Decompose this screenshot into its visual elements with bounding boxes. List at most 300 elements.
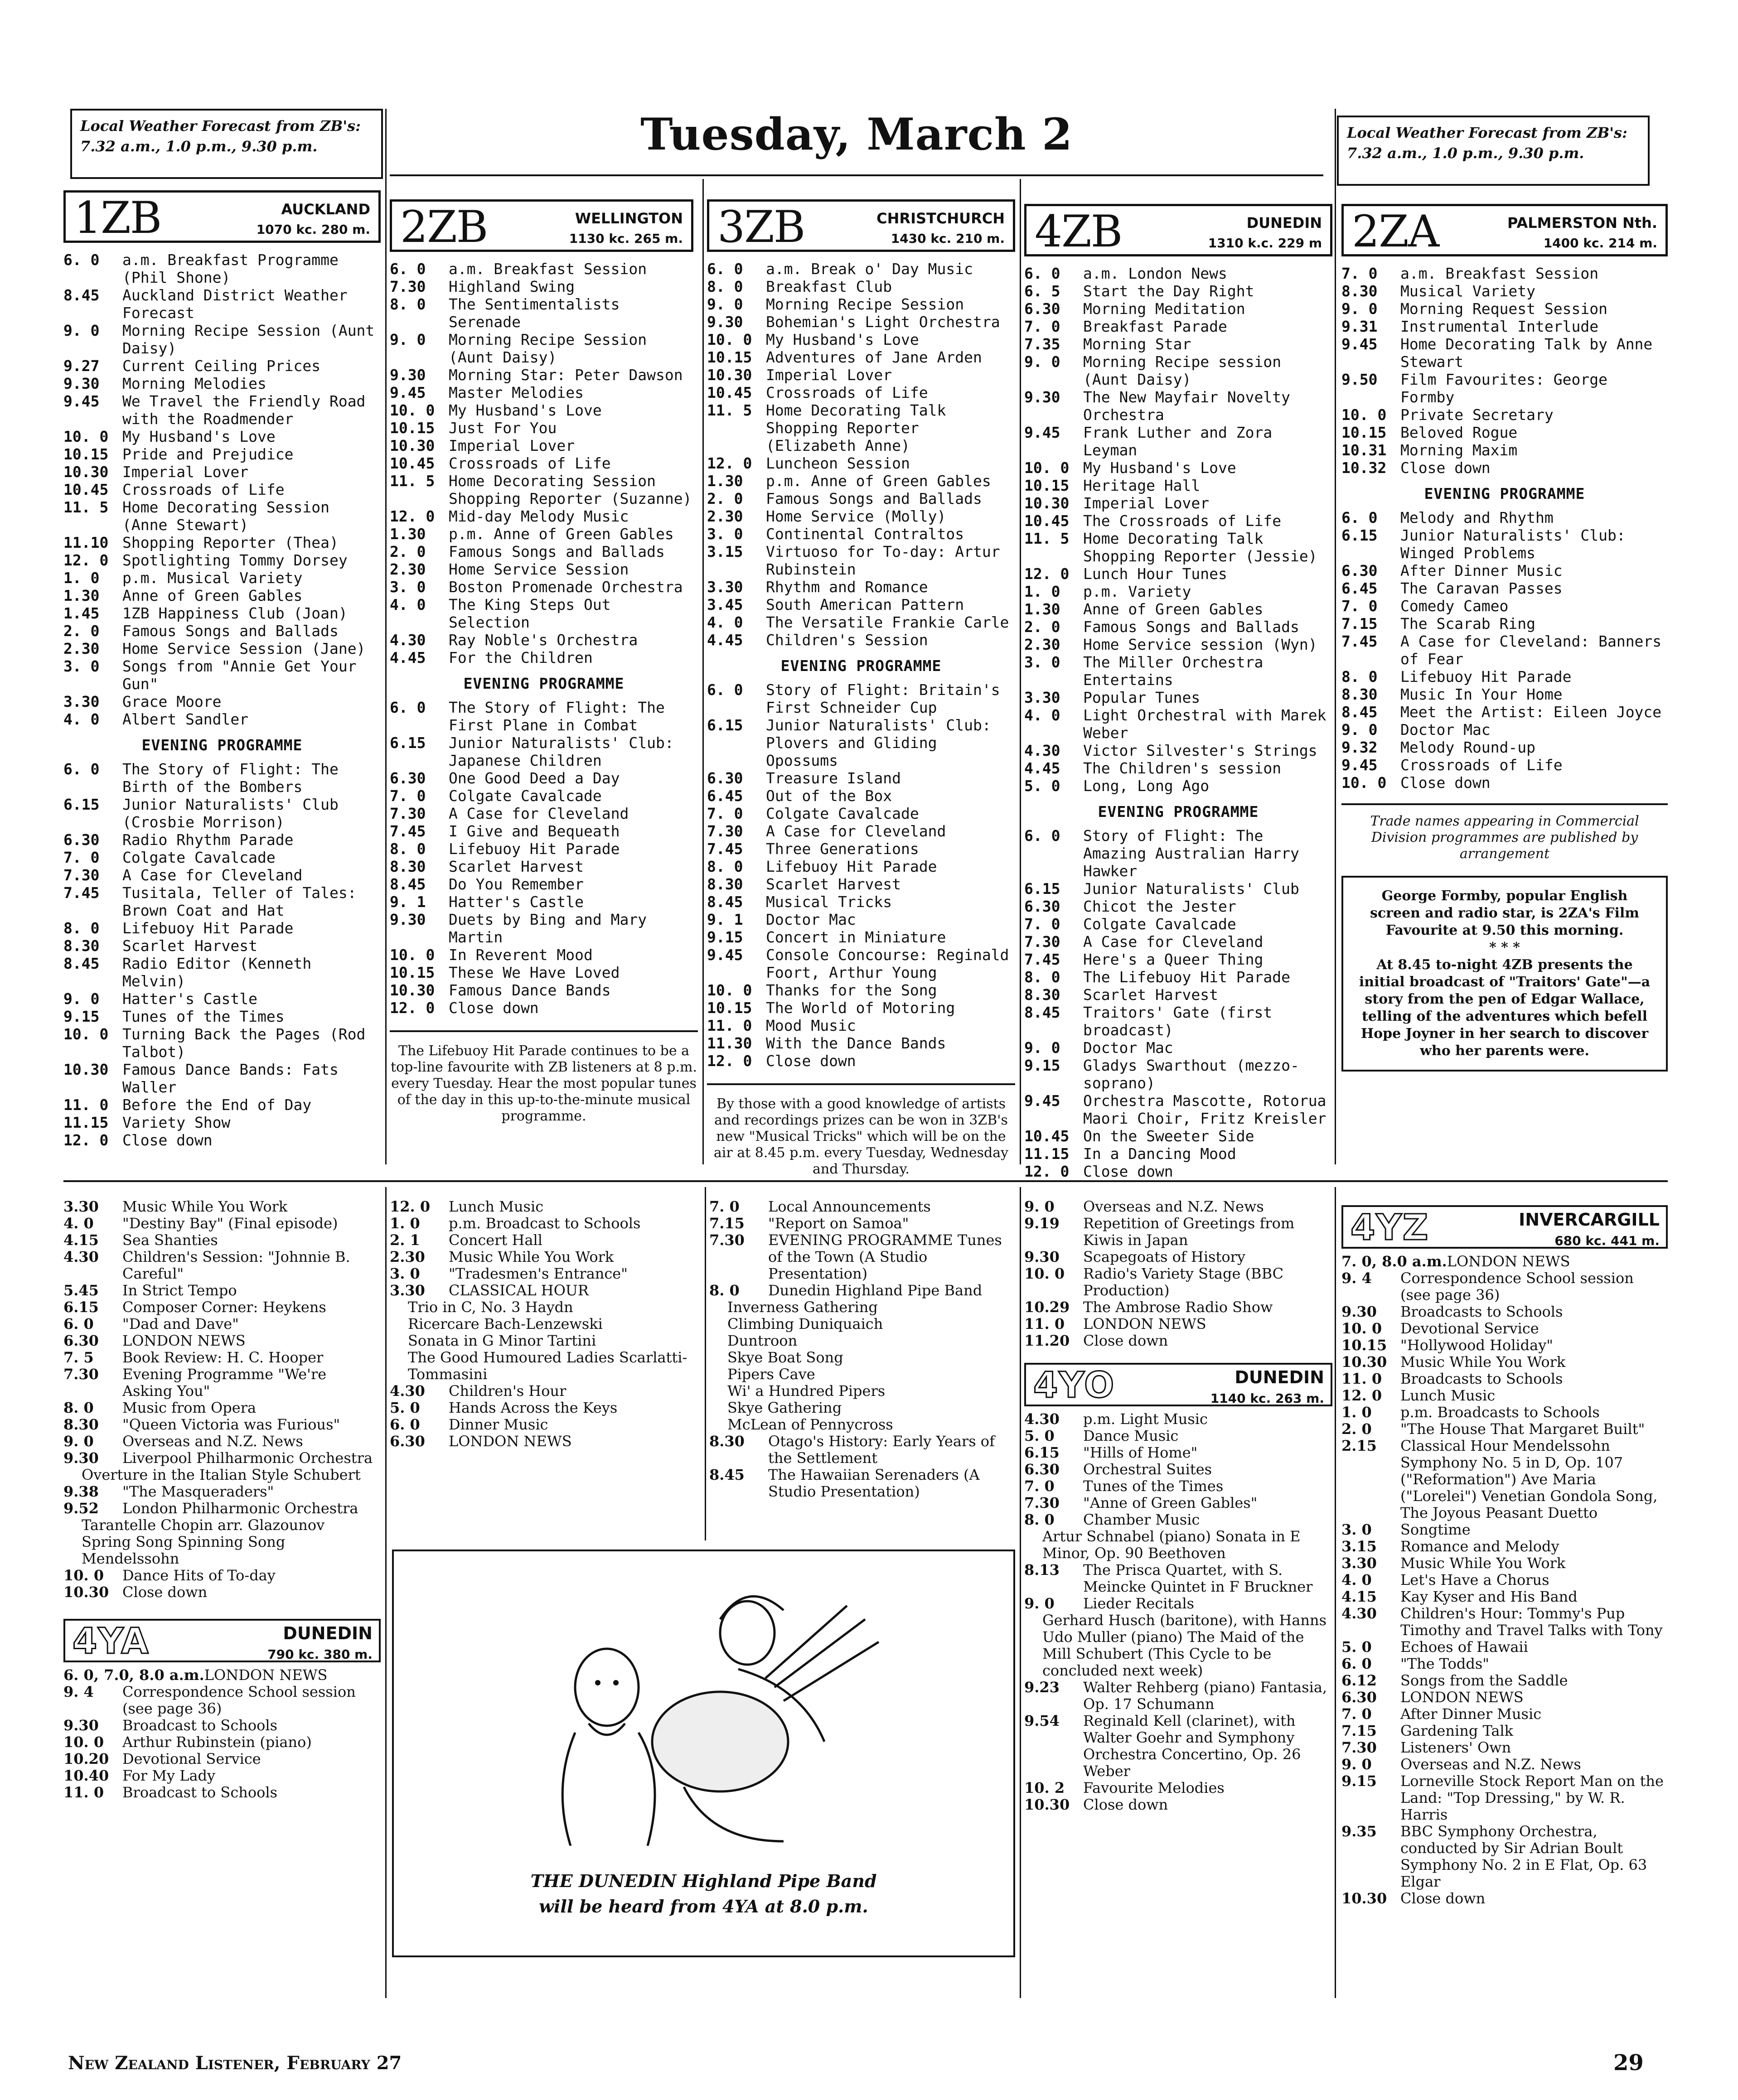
program-entry: [707, 787, 1015, 805]
program-entry: [63, 622, 381, 640]
program-time: 4.45: [1024, 759, 1060, 777]
program-title: Close down: [1083, 1796, 1168, 1813]
station-frequency: 1430 kc. 210 m.: [891, 231, 1005, 246]
program-title: Listeners' Own: [1400, 1739, 1511, 1756]
program-entry: [390, 1433, 700, 1450]
program-time: 10. 0: [63, 1025, 109, 1043]
program-entry: [707, 681, 1015, 716]
program-entry: [707, 543, 1015, 578]
evening-header: EVENING PROGRAMME: [463, 675, 625, 692]
program-entry: [63, 286, 381, 322]
program-time: 11. 5: [63, 498, 109, 516]
program-entry: [390, 734, 698, 769]
program-entry: [1024, 915, 1332, 933]
program-time: 9.27: [63, 357, 100, 375]
program-entry: [1024, 1478, 1332, 1495]
program-time: 9. 0: [1341, 1756, 1372, 1773]
program-entry: [1024, 1265, 1332, 1299]
program-time: 11.20: [1024, 1332, 1070, 1349]
program-title: Melody and Rhythm: [1400, 509, 1554, 526]
program-time: 6. 0: [63, 1315, 94, 1332]
program-list: [1024, 1198, 1332, 1349]
program-title: Kay Kyser and His Band: [1400, 1588, 1578, 1605]
program-entry: [63, 1025, 381, 1061]
program-time: 7.30: [63, 866, 100, 884]
program-time: 11. 5: [1024, 530, 1070, 547]
program-entry: [1024, 1495, 1332, 1511]
program-title: Beloved Rogue: [1400, 424, 1518, 441]
program-title: CLASSICAL HOUR: [449, 1282, 589, 1299]
station-city: WELLINGTON: [575, 210, 683, 227]
program-time: 9.30: [1024, 388, 1060, 406]
program-entry: [390, 805, 698, 822]
program-time: 6.15: [1024, 880, 1060, 898]
program-time: [709, 1349, 727, 1366]
program-title: Close down: [1400, 774, 1491, 792]
program-title: Close down: [449, 999, 539, 1017]
program-entry: [1341, 1689, 1668, 1706]
program-time: 9. 1: [390, 893, 426, 911]
evening-header: EVENING PROGRAMME: [1424, 485, 1585, 502]
program-entry: [709, 1349, 1017, 1366]
program-time: 7.30: [707, 822, 743, 840]
program-title: EVENING PROGRAMME Tunes of the Town (A Studio Presentation): [768, 1231, 1002, 1282]
station-city: DUNEDIN: [283, 1623, 373, 1643]
program-entry: [63, 1400, 381, 1416]
program-title: In Reverent Mood: [449, 946, 593, 964]
program-title: Famous Songs and Ballads: [449, 543, 665, 560]
program-title: Dance Music: [1083, 1427, 1179, 1444]
program-time: 8.45: [390, 875, 426, 893]
program-entry: [707, 331, 1015, 348]
program-entry: [707, 401, 1015, 454]
program-entry: [1024, 1004, 1332, 1039]
program-time: 6.30: [390, 769, 426, 787]
program-time: 7.45: [707, 840, 743, 858]
program-entry: [1341, 1253, 1668, 1270]
program-time: 10. 0: [390, 946, 435, 964]
program-title: A Case for Cleveland: [122, 866, 303, 884]
station-header-2za: [1341, 204, 1668, 256]
program-title: Close down: [1083, 1332, 1168, 1349]
program-time: 9. 0: [1024, 1595, 1055, 1612]
program-entry: [63, 657, 381, 693]
program-time: 7.30: [709, 1231, 745, 1249]
program-entry: [63, 587, 381, 604]
program-title: Broadcasts to Schools: [1400, 1303, 1563, 1320]
program-time: 9.45: [1341, 335, 1378, 353]
program-entry: [707, 313, 1015, 331]
program-title: Skye Boat Song: [727, 1349, 843, 1366]
program-title: p.m. Anne of Green Gables: [449, 525, 674, 543]
program-title: Close down: [1083, 1163, 1173, 1180]
program-title: Music In Your Home: [1400, 686, 1563, 703]
program-time: 6.30: [63, 831, 100, 849]
program-title: Correspondence School session (see page 36): [1400, 1270, 1634, 1303]
program-time: 6. 0: [1341, 509, 1378, 526]
program-title: Correspondence School session (see page 36): [122, 1683, 356, 1717]
program-entry: [390, 840, 698, 858]
trade-note: Trade names appearing in Commercial Division programmes are published by arrangement: [1370, 813, 1639, 862]
program-title: Light Orchestral with Marek Weber: [1083, 706, 1326, 742]
program-time: [63, 1517, 82, 1534]
program-time: 4. 0: [707, 613, 743, 631]
promo-separator: * * *: [1489, 940, 1520, 956]
program-title: McLean of Pennycross: [727, 1416, 893, 1433]
program-time: [709, 1316, 727, 1332]
program-entry: [1024, 300, 1332, 318]
program-title: Treasure Island: [766, 769, 901, 787]
program-time: 9. 0: [63, 990, 100, 1008]
program-entry: [1024, 1092, 1332, 1127]
program-entry: [1341, 1521, 1668, 1538]
lower-col3: [709, 1198, 1017, 1500]
program-title: My Husband's Love: [766, 331, 919, 348]
program-entry: [63, 1433, 381, 1450]
program-time: 1.30: [707, 472, 743, 490]
program-time: 6.30: [707, 769, 743, 787]
program-time: 12. 0: [1024, 565, 1070, 583]
program-time: 11.15: [1024, 1145, 1070, 1163]
program-time: 6. 0: [390, 1416, 420, 1433]
program-entry: [1024, 636, 1332, 653]
program-time: [390, 1316, 408, 1332]
program-entry: [1024, 968, 1332, 986]
program-title: Walter Rehberg (piano) Fantasia, Op. 17 Schumann: [1083, 1679, 1327, 1713]
program-time: 2. 0: [390, 543, 426, 560]
program-entry: [707, 525, 1015, 543]
program-entry: [63, 1282, 381, 1299]
daytime-list: [1024, 265, 1332, 795]
program-time: 1. 0: [390, 1215, 420, 1232]
program-title: Music While You Work: [1400, 1554, 1566, 1572]
station-1zb: [63, 190, 381, 1149]
program-entry: [709, 1467, 1017, 1500]
program-title: The Ambrose Radio Show: [1083, 1299, 1273, 1316]
program-time: [390, 1349, 408, 1383]
program-title: Lifebuoy Hit Parade: [766, 858, 937, 875]
program-time: 10.32: [1341, 459, 1387, 477]
divider: [705, 1187, 706, 1540]
program-time: 1.45: [63, 604, 100, 622]
program-title: The Versatile Frankie Carle: [766, 613, 1009, 631]
station-city: AUCKLAND: [281, 201, 370, 218]
program-title: Mood Music: [766, 1017, 856, 1034]
program-title: Junior Naturalists' Club: [1083, 880, 1299, 898]
program-entry: [707, 893, 1015, 911]
program-time: 6. 0: [707, 681, 743, 699]
program-title: "Tradesmen's Entrance": [449, 1265, 628, 1282]
program-time: 8. 0: [1024, 1511, 1055, 1528]
program-entry: [390, 631, 698, 649]
program-title: Sonata in G Minor Tartini: [408, 1332, 596, 1349]
program-time: 10. 0: [707, 331, 752, 348]
program-title: Breakfast Club: [766, 278, 892, 295]
program-entry: [1341, 318, 1668, 335]
program-list: [63, 1667, 381, 1801]
program-time: 8. 0: [1341, 668, 1378, 686]
program-time: 7.45: [63, 884, 100, 902]
program-time: 1. 0: [1024, 583, 1060, 600]
program-time: 4.45: [390, 649, 426, 666]
program-time: 7.30: [1024, 1494, 1060, 1511]
program-entry: [1341, 265, 1668, 282]
program-time: 11. 0: [1024, 1315, 1065, 1332]
program-entry: [390, 911, 698, 946]
program-title: Imperial Lover: [449, 437, 575, 454]
program-entry: [709, 1198, 1017, 1215]
program-title: Concert in Miniature: [766, 928, 946, 946]
program-entry: [63, 534, 381, 551]
program-title: Instrumental Interlude: [1400, 318, 1599, 335]
program-time: 10. 0: [390, 401, 435, 419]
program-title: Thanks for the Song: [766, 981, 937, 999]
program-title: A Case for Cleveland: [1083, 933, 1264, 951]
program-time: 9. 0: [1341, 721, 1378, 739]
program-title: Local Announcements: [768, 1198, 931, 1215]
evening-list: [1341, 509, 1668, 792]
program-title: Dinner Music: [449, 1416, 548, 1433]
station-header-4yo: [1024, 1363, 1332, 1406]
program-entry: [63, 569, 381, 587]
program-entry: [1341, 721, 1668, 739]
program-entry: [390, 1232, 700, 1249]
program-time: 10. 0: [1024, 1265, 1065, 1282]
program-title: Boston Promenade Orchestra: [449, 578, 683, 596]
program-time: 8. 0: [63, 919, 100, 937]
program-time: 8.30: [1341, 282, 1378, 300]
program-title: Here's a Queer Thing: [1083, 951, 1264, 968]
station-city: DUNEDIN: [1246, 214, 1322, 232]
program-time: 9.45: [1341, 756, 1378, 774]
program-entry: [390, 1349, 700, 1383]
program-time: 6.15: [390, 734, 426, 752]
program-entry: [1024, 318, 1332, 335]
program-time: 12. 0: [390, 1198, 431, 1215]
program-entry: [707, 805, 1015, 822]
program-entry: [1341, 300, 1668, 318]
program-time: 4.30: [1024, 1410, 1060, 1428]
program-title: Crossroads of Life: [1400, 756, 1563, 774]
program-entry: [63, 1061, 381, 1096]
program-time: 9. 0: [390, 331, 426, 348]
program-title: Morning Recipe Session: [766, 295, 964, 313]
program-time: 10.30: [63, 1583, 109, 1601]
program-title: 1ZB Happiness Club (Joan): [122, 604, 348, 622]
program-entry: [1024, 1127, 1332, 1145]
program-entry: [63, 937, 381, 955]
program-entry: [63, 1096, 381, 1114]
program-time: 6.15: [63, 1299, 99, 1316]
program-time: 8.30: [390, 858, 426, 875]
program-title: Close down: [1400, 459, 1491, 477]
program-title: Famous Songs and Ballads: [1083, 618, 1299, 636]
program-time: 12. 0: [390, 507, 435, 525]
program-entry: [709, 1416, 1017, 1433]
program-entry: [1024, 494, 1332, 512]
program-entry: [1341, 739, 1668, 756]
program-title: Devotional Service: [1400, 1320, 1539, 1337]
program-entry: [63, 760, 381, 796]
program-entry: [63, 1450, 381, 1467]
program-title: For My Lady: [122, 1767, 216, 1784]
program-entry: [1024, 388, 1332, 424]
program-entry: [707, 875, 1015, 893]
program-title: Doctor Mac: [766, 911, 856, 928]
program-title: Lifebuoy Hit Parade: [122, 919, 294, 937]
program-entry: [707, 928, 1015, 946]
program-time: 8. 0: [390, 840, 426, 858]
program-time: 10.30: [1341, 1353, 1387, 1371]
program-title: Morning Star: [1083, 335, 1191, 353]
program-time: 9. 0: [1024, 1198, 1055, 1215]
program-entry: [707, 295, 1015, 313]
program-time: 3. 0: [1341, 1521, 1372, 1538]
program-entry: [707, 981, 1015, 999]
program-entry: [390, 1299, 700, 1316]
program-title: Gladys Swarthout (mezzo-soprano): [1083, 1057, 1299, 1092]
program-time: 10. 0: [63, 1733, 104, 1751]
evening-list: [63, 760, 381, 1149]
program-time: 9.30: [63, 375, 100, 392]
program-time: 10. 2: [1024, 1779, 1065, 1796]
program-list: [390, 1198, 700, 1450]
program-time: 11. 5: [707, 401, 752, 419]
program-title: "Queen Victoria was Furious": [122, 1416, 340, 1433]
program-time: 4.30: [390, 1382, 425, 1400]
program-title: Children's Session: [766, 631, 928, 649]
program-title: Victor Silvester's Strings: [1083, 742, 1317, 759]
program-entry: [390, 472, 698, 507]
program-time: 7.15: [709, 1215, 745, 1232]
program-time: 1.30: [390, 525, 426, 543]
program-time: 6.15: [1341, 526, 1378, 544]
program-entry: [1024, 933, 1332, 951]
program-title: Book Review: H. C. Hooper: [122, 1349, 324, 1366]
program-title: Close down: [122, 1131, 213, 1149]
program-title: Children's Hour: Tommy's Pup Timothy and Travel Talks with Tony: [1400, 1605, 1663, 1639]
program-entry: [1024, 600, 1332, 618]
program-entry: [63, 1332, 381, 1349]
program-title: Morning Recipe session (Aunt Daisy): [1083, 353, 1282, 388]
program-entry: [63, 866, 381, 884]
station-frequency: 790 kc. 380 m.: [267, 1647, 373, 1662]
program-entry: [390, 1332, 700, 1349]
program-title: a.m. Breakfast Programme (Phil Shone): [122, 251, 339, 286]
program-time: 1.30: [1024, 600, 1060, 618]
program-entry: [390, 1383, 700, 1400]
program-time: 7.45: [1024, 951, 1060, 968]
program-entry: [1024, 777, 1332, 795]
program-title: Junior Naturalists' Club: Japanese Children: [449, 734, 674, 769]
program-title: Evening Programme "We're Asking You": [122, 1366, 327, 1400]
program-title: Close down: [122, 1583, 208, 1601]
divider: [702, 179, 704, 1164]
program-entry: [707, 631, 1015, 649]
program-entry: [1024, 1444, 1332, 1461]
program-entry: [390, 331, 698, 366]
program-entry: [1024, 477, 1332, 494]
program-entry: [1024, 1528, 1332, 1562]
program-time: 2. 1: [390, 1231, 420, 1249]
program-time: 9.19: [1024, 1215, 1060, 1232]
program-time: 10. 0: [1341, 1320, 1382, 1337]
program-time: 3.15: [707, 543, 743, 560]
program-title: The Sentimentalists Serenade: [449, 295, 620, 331]
program-title: Pride and Prejudice: [122, 445, 294, 463]
program-entry: [63, 1767, 381, 1784]
program-entry: [707, 999, 1015, 1017]
program-entry: [390, 999, 698, 1017]
program-entry: [707, 822, 1015, 840]
lower-col4: [1024, 1198, 1332, 1813]
program-title: a.m. London News: [1083, 265, 1227, 282]
program-title: The World of Motoring: [766, 999, 955, 1017]
program-entry: [1024, 335, 1332, 353]
program-entry: [390, 822, 698, 840]
program-entry: [63, 1299, 381, 1316]
program-entry: [1024, 1612, 1332, 1679]
program-title: Scapegoats of History: [1083, 1248, 1245, 1265]
program-entry: [63, 1198, 381, 1215]
program-time: 11. 0: [63, 1784, 104, 1801]
program-list: [709, 1198, 1017, 1500]
program-time: 9.30: [390, 911, 426, 928]
program-title: p.m. Anne of Green Gables: [766, 472, 991, 490]
program-time: 7. 0: [1341, 1705, 1372, 1723]
program-entry: [1341, 406, 1668, 424]
program-time: 9.52: [63, 1500, 99, 1517]
program-title: Famous Dance Bands: Fats Waller: [122, 1061, 339, 1096]
program-title: Colgate Cavalcade: [449, 787, 602, 805]
illustration-caption: [394, 1868, 1013, 1919]
program-entry: [63, 481, 381, 498]
program-time: 12. 0: [707, 1052, 752, 1070]
program-time: 8.30: [1024, 986, 1060, 1004]
program-entry: [1341, 1421, 1668, 1438]
program-entry: [1024, 1057, 1332, 1092]
program-entry: [63, 1008, 381, 1025]
program-title: Story of Flight: Britain's First Schneider Cup: [766, 681, 1000, 716]
program-time: 9. 4: [1341, 1270, 1372, 1287]
program-time: 3.30: [63, 693, 100, 710]
program-title: Auckland District Weather Forecast: [122, 286, 348, 322]
daytime-list: [390, 260, 698, 666]
program-title: Morning Maxim: [1400, 441, 1518, 459]
program-title: a.m. Break o' Day Music: [766, 260, 973, 278]
program-entry: [1341, 1320, 1668, 1337]
program-entry: [1341, 1555, 1668, 1572]
program-entry: [390, 419, 698, 437]
program-time: 5.45: [63, 1282, 99, 1299]
program-entry: [1024, 880, 1332, 898]
program-entry: [1024, 618, 1332, 636]
program-title: Liverpool Philharmonic Orchestra: [122, 1449, 373, 1467]
program-time: 6.30: [1341, 1689, 1377, 1706]
program-title: Master Melodies: [449, 384, 584, 401]
program-title: After Dinner Music: [1400, 562, 1563, 579]
program-title: The King Steps Out Selection: [449, 596, 611, 631]
program-title: Private Secretary: [1400, 406, 1554, 424]
program-title: Home Service Session (Jane): [122, 640, 366, 657]
program-time: 7. 5: [63, 1349, 94, 1366]
program-entry: [63, 849, 381, 866]
program-title: Ricercare Bach-Lenzewski: [408, 1315, 603, 1332]
station-header-4ya: [63, 1619, 381, 1662]
program-time: 9.45: [390, 384, 426, 401]
station-frequency: 1070 kc. 280 m.: [256, 222, 370, 237]
program-title: Scarlet Harvest: [449, 858, 584, 875]
